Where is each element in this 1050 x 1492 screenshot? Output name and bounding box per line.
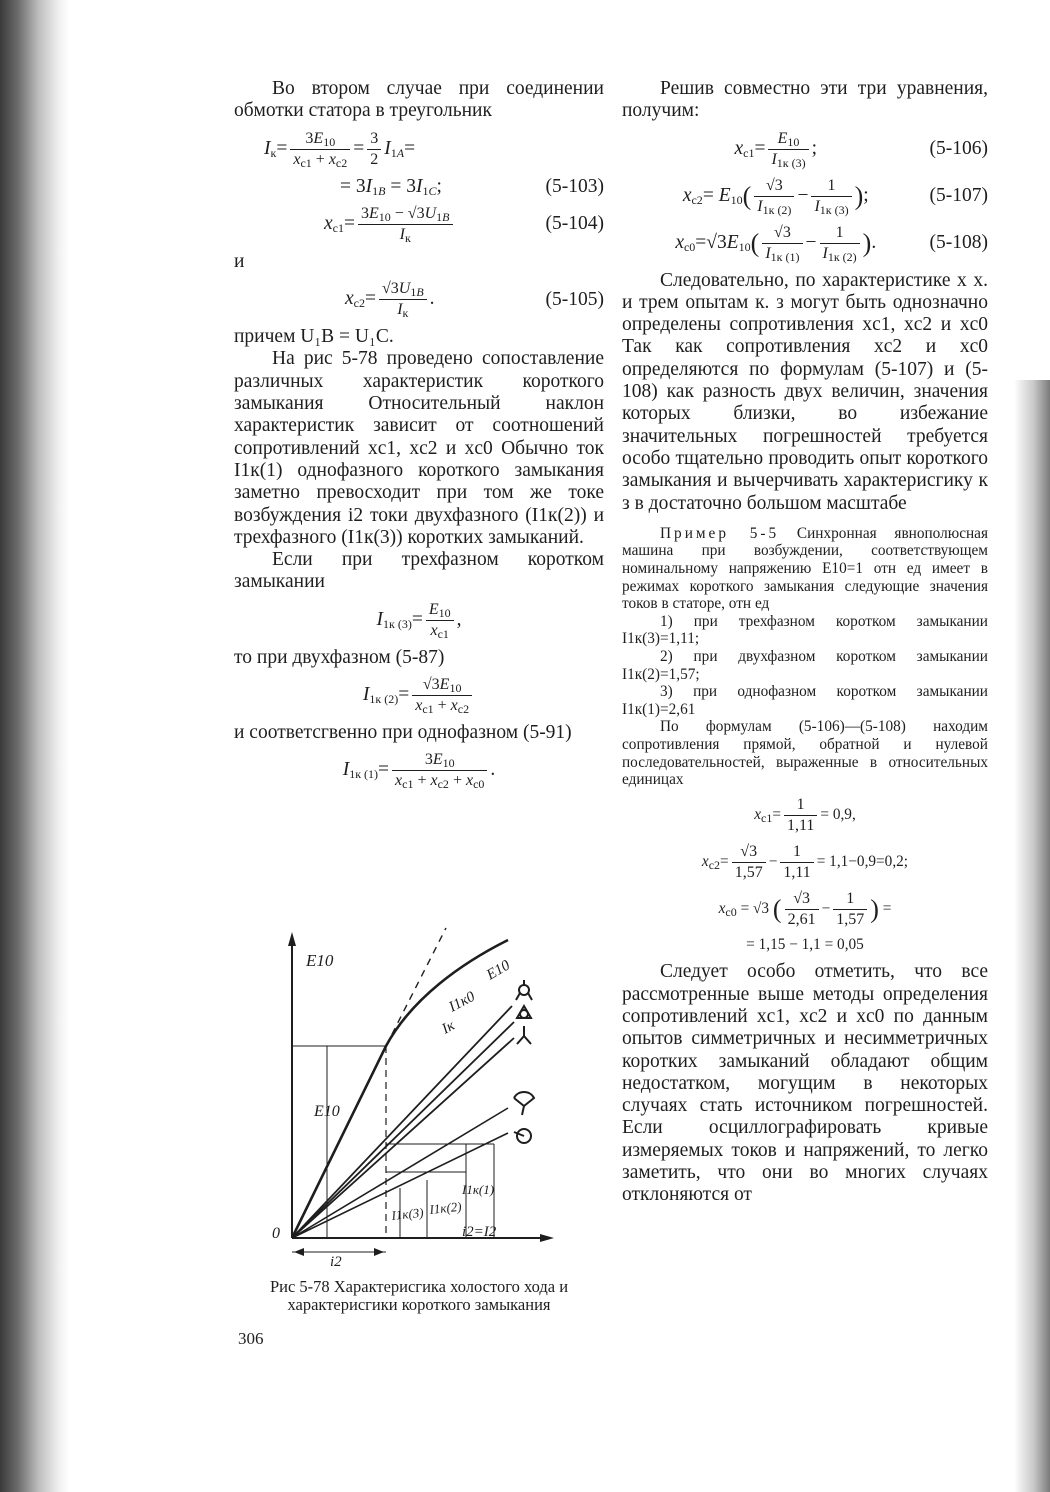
ik-label: Iк (439, 1017, 458, 1038)
list-item: 2) при двухфазном коротком замыкании I1к(2)=1,57; (622, 648, 988, 683)
result-xc0-value: = 1,15 − 1,1 = 0,05 (746, 935, 864, 953)
equation-5-103a: $I_к=$ $\frac{3E_{10}}{x_{c1} + x_{c2}}$ = $\frac{3}{2}$ $I_{1A}=$ (264, 129, 416, 170)
result-xc1: $x_{c1}=$ $\frac{1}{1,11}$ = 0,9, (754, 795, 856, 834)
equation-number: (5-104) (545, 213, 604, 235)
one-phase-symbol-icon (514, 1129, 531, 1143)
star-symbol-icon (517, 1026, 531, 1044)
equation-ik1: $I_{1к (1)}=$ $\frac{3E_{10}}{x_{c1} + x_{c2} + x_{c0}}$ . (342, 751, 496, 792)
e10-mid-label: E10 (314, 1103, 340, 1120)
paragraph: Следовательно, по характеристике х х. и трем опытам к. з могут быть однозначно определены сопротивления xc1, xc2 и xc0 Так как сопротивления xc2 и xc0 определяются по формулам (5-107) и (5-108) как разность двух величин, значения которых близки, во избежание значительных погрешностей требуется особо тщательно проводить опыт короткого замыкания и вычерчивать характерисгику к з в достаточно большом масштабе (622, 269, 988, 514)
y-axis-label: E10 (306, 951, 334, 970)
sc-line-ik (292, 1022, 514, 1238)
arrow-icon (374, 1248, 384, 1256)
example-block (622, 525, 988, 954)
equation-5-103b: = $3I_{1B} = 3I_{1C}$; (5-103) (340, 175, 604, 198)
example-heading: Пример 5-5 (660, 524, 780, 542)
two-phase-symbol-icon (514, 1092, 534, 1115)
x-axis-label: i2=I2 (462, 1224, 497, 1240)
page-edge-shadow (1014, 380, 1050, 1492)
curve-label: E10 (484, 957, 513, 984)
delta-symbol-icon (517, 1006, 531, 1018)
y-axis-arrow-icon (288, 932, 296, 946)
page-number: 306 (238, 1329, 264, 1348)
paragraph: причем U₁B = U₁C. (234, 326, 394, 348)
ik2-label: I1к(2) (428, 1198, 463, 1217)
result-xc0: $x_{c0} = √3$ ( $\frac{√3}{2,61}$ − $\frac{1}{1,57}$ ) = (718, 889, 892, 928)
equation-number: (5-105) (545, 288, 604, 310)
equation-5-104: $x_{c1}=$ $\frac{3E_{10} - √3U_{1B}}{I_к}$ (5-104) (324, 204, 604, 245)
origin-label: 0 (272, 1225, 280, 1242)
paragraph: Следует особо отметить, что все рассмотренные выше методы определения сопротивлений xc1, xc2 и xc0 по данным опытов симметричных и несимметричных коротких замыканий обладают общим недостатком, могущим в некоторых случаях стать источником погрешностей. Если осциллографировать кривые измеряемых токов и напряжений, то легко заметить, что они во многих случаях отклоняются от (622, 961, 988, 1206)
result-xc2: $x_{c2}=$ $\frac{√3}{1,57}$ − $\frac{1}{1,11}$ = 1,1−0,9=0,2; (701, 842, 909, 881)
sc-line-ik0 (292, 1006, 512, 1238)
figure-caption: Рис 5-78 Характерисгика холостого хода и характерисгики короткого замыкания (269, 1277, 569, 1314)
paragraph: Решив совместно эти три уравнения, получим: (622, 78, 988, 122)
arrow-icon (294, 1248, 304, 1256)
figure-5-78 (262, 918, 562, 1268)
ik3-label: I1к(3) (390, 1204, 425, 1223)
example-text: По формулам (5-106)—(5-108) находим сопротивления прямой, обратной и нулевой последовательностей, выраженные в относительных единицах (622, 718, 988, 789)
book-spine-shadow (0, 0, 70, 1492)
equation-number: (5-107) (929, 184, 988, 206)
left-column (234, 78, 604, 797)
equation-number: (5-106) (929, 137, 988, 159)
list-item: 1) при трехфазном коротком замыкании I1к(3)=1,11; (622, 612, 988, 648)
ik1-label: I1к(1) (462, 1182, 495, 1197)
paragraph: Во втором случае при соединении обмотки статора в треугольник (234, 78, 604, 122)
equation-ik3: $I_{1к (3)}=$ $\frac{E_{10}}{x_{c1}}$ , (376, 600, 462, 641)
x-axis-arrow-icon (540, 1234, 554, 1242)
paragraph: и (234, 250, 245, 272)
equation-number: (5-108) (929, 231, 988, 253)
equation-ik2: $I_{1к (2)}=$ $\frac{√3E_{10}}{x_{c1} + x_{c2}}$ (234, 675, 604, 716)
equation-5-107: $x_{c2}= E_{10}$( $\frac{√3}{I_{1к (2)}}$ − $\frac{1}{I_{1к (3)}}$ ); (5-107) (682, 176, 988, 217)
right-column (622, 78, 988, 1207)
list-item: 3) при однофазном коротком замыкании I1к(1)=2,61 (622, 683, 988, 718)
equation-number: (5-103) (545, 175, 604, 197)
equation-5-105: $x_{c2}=$ $\frac{√3U_{1B}}{I_к}$ . (5-105) (344, 280, 604, 321)
equation-5-108: $x_{c0}=√3E_{10}$( $\frac{√3}{I_{1к (1)}}$ − $\frac{1}{I_{1к (2)}}$ ). (5-108) (675, 223, 988, 264)
star-neutral-symbol-icon (516, 980, 532, 1000)
paragraph: то при двухфазном (5-87) (234, 646, 445, 668)
i2-label: i2 (330, 1254, 342, 1268)
paragraph: и соответсгвенно при однофазном (5-91) (234, 722, 572, 744)
ik0-label: I1к0 (446, 988, 478, 1016)
paragraph: На рис 5-78 проведено сопоставление различных характеристик короткого замыкания Относительный наклон характеристик зависит от соотношений сопротивлений xc1, xc2 и xc0 Обычно ток I1к(1) однофазного короткого замыкания заметно превосходит при том же токе возбуждения i2 токи двухфазного (I1к(2)) и трехфазного (I1к(3)) коротких замыканий. (234, 348, 604, 548)
paragraph: Если при трехфазном коротком замыкании (234, 549, 604, 593)
example-text: Синхронная явнополюсная машина при возбуждении, соответствующем номинальному напряжению E10=1 отн ед имеет в режимах короткого замыкания следующие значения токов в статоре, отн ед (622, 524, 988, 613)
equation-5-106: $x_{c1}=$ $\frac{E_{10}}{I_{1к (3)}}$ ; (5-106) (734, 129, 988, 170)
